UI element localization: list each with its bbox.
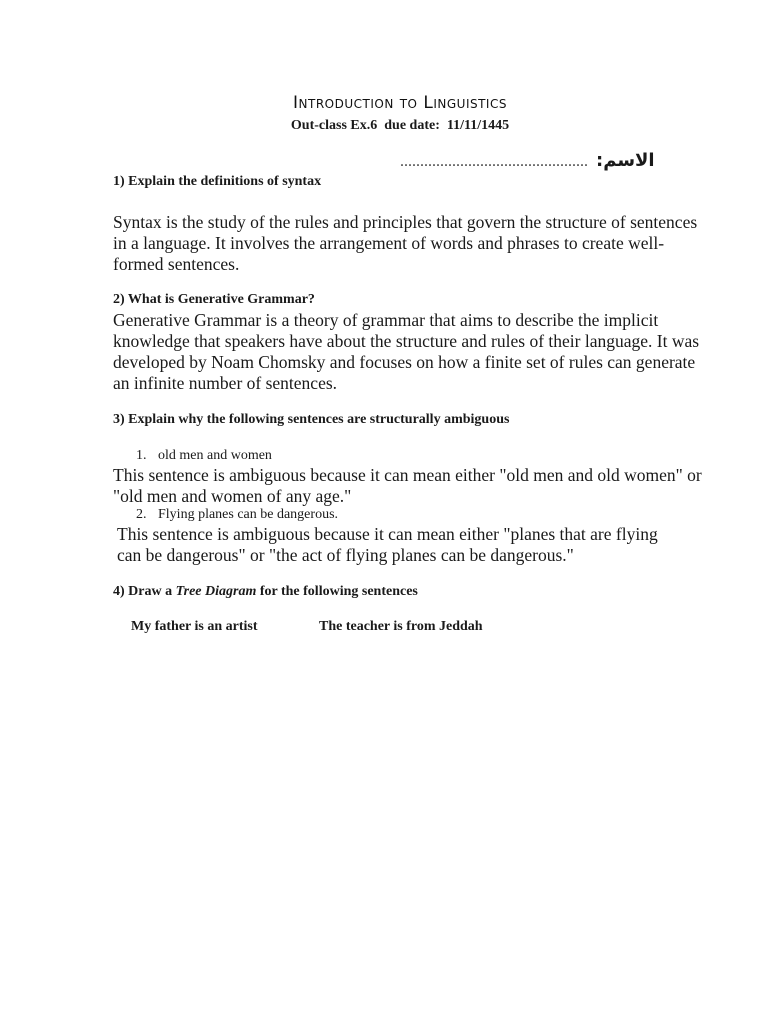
tree-sentence-1: My father is an artist bbox=[131, 619, 258, 634]
question-3: 3) Explain why the following sentences are structurally ambiguous bbox=[113, 412, 510, 427]
document-subtitle: Out-class Ex.6 due date: 11/11/1445 bbox=[290, 118, 510, 133]
question-4 bbox=[113, 584, 418, 600]
answer-3-2: This sentence is ambiguous because it can mean either "planes that are flying can be dangerous" or "the act of flying planes can be dangerous." bbox=[117, 524, 658, 565]
answer-1: Syntax is the study of the rules and principles that govern the structure of sentences in a language. It involves the arrangement of words and phrases to create well-formed sentences. bbox=[113, 212, 698, 274]
list-number: 2. bbox=[136, 507, 147, 522]
list-sentence: Flying planes can be dangerous. bbox=[158, 507, 339, 522]
list-number: 1. bbox=[136, 448, 147, 463]
question-4-prefix: 4) Draw a bbox=[113, 584, 176, 599]
answer-2: Generative Grammar is a theory of grammar that aims to describe the implicit knowledge that speakers have about the structure and rules of their language. It was developed by Noam Chomsky and focuses on how a finite set of rules can generate an infinite number of sentences. bbox=[113, 310, 700, 393]
tree-sentence-2: The teacher is from Jeddah bbox=[319, 619, 483, 634]
question-4-italic: Tree Diagram bbox=[175, 584, 257, 599]
list-sentence: old men and women bbox=[158, 448, 272, 463]
question-1: 1) Explain the definitions of syntax bbox=[113, 174, 322, 189]
list-item bbox=[136, 507, 338, 523]
name-field bbox=[400, 150, 655, 171]
document-title: Introduction to Linguistics bbox=[293, 93, 507, 113]
list-item bbox=[136, 448, 272, 464]
question-4-suffix: for the following sentences bbox=[256, 584, 418, 599]
name-label: الاسم: bbox=[596, 150, 655, 171]
name-dots: ............................................... bbox=[400, 153, 588, 170]
question-2: 2) What is Generative Grammar? bbox=[113, 292, 315, 307]
answer-3-1: This sentence is ambiguous because it can mean either "old men and old women" or "old men and women of any age." bbox=[113, 465, 702, 506]
